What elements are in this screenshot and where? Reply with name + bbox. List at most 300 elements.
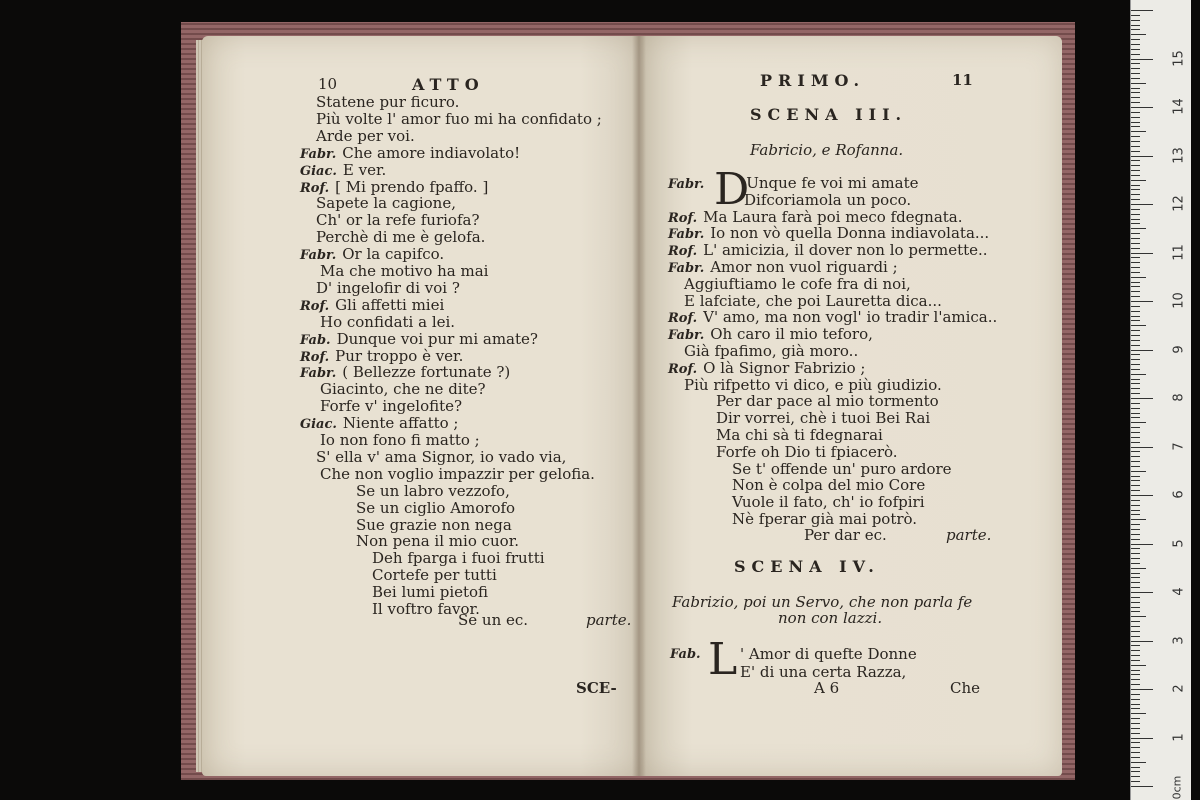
ruler-number: 11 (1171, 243, 1187, 261)
ruler-tick (1131, 350, 1153, 351)
dialogue-line (316, 94, 459, 111)
ruler-tick (1131, 112, 1140, 113)
ruler-tick (1131, 185, 1140, 186)
ruler-tick (1131, 272, 1140, 273)
ruler-tick (1131, 679, 1140, 680)
ruler-tick (1131, 369, 1140, 370)
ruler-tick (1131, 97, 1140, 98)
line-text: Ch' or la refe furiofa? (316, 211, 480, 230)
dialogue-line (732, 477, 925, 494)
ruler-tick (1131, 214, 1140, 215)
ruler-tick (1131, 359, 1140, 360)
line-text: Che non voglio impazzir per gelofia. (320, 464, 595, 483)
ruler-tick (1131, 15, 1140, 16)
speaker-label: Rof. (300, 298, 330, 314)
line-text: Dir vorrei, chè i tuoi Bei Rai (716, 409, 931, 428)
ruler-tick (1131, 587, 1140, 588)
ruler-tick (1131, 694, 1140, 695)
ruler-tick (1131, 228, 1146, 229)
speaker-label: Giac. (300, 163, 337, 179)
ruler-tick (1131, 189, 1140, 190)
ruler-tick (1131, 524, 1140, 525)
ruler-tick (1131, 442, 1140, 443)
ruler-tick (1131, 73, 1140, 74)
line-text: Ma chi sà ti fdegnarai (716, 426, 883, 444)
ruler-tick (1131, 781, 1140, 782)
dialogue-line (316, 229, 485, 246)
ruler-tick (1131, 621, 1140, 622)
ruler-number: 10 (1171, 292, 1187, 309)
dialogue-line (356, 517, 512, 534)
line-text: Vuole il fato, ch' io fofpiri (732, 493, 925, 512)
ruler-tick (1131, 645, 1140, 646)
ruler-number: 9 (1171, 344, 1187, 354)
line-text: Bei lumi pietofi (372, 583, 489, 602)
line-text: Cortefe per tutti (372, 566, 497, 585)
ruler-tick (1131, 437, 1140, 438)
ruler-tick (1131, 757, 1140, 758)
line-text: Ho confidati a lei. (320, 312, 456, 331)
ruler-tick (1131, 25, 1140, 26)
ruler-tick (1131, 345, 1140, 346)
line-text: Che amore indiavolato! (342, 143, 521, 162)
ruler-tick (1131, 665, 1146, 666)
ruler-tick (1131, 447, 1153, 448)
line-text: Sapete la cagione, (316, 194, 456, 213)
ruler-tick (1131, 194, 1140, 195)
ruler-unit: 0cm (1170, 775, 1184, 800)
ruler-tick (1131, 582, 1140, 583)
ruler-tick (1131, 233, 1140, 234)
dialogue-line (716, 427, 883, 444)
ruler-number: 7 (1171, 441, 1187, 451)
ruler-tick (1131, 514, 1140, 515)
ruler-tick (1131, 403, 1140, 404)
ruler-tick (1131, 558, 1140, 559)
line-text: Se un ciglio Amorofo (356, 498, 516, 517)
ruler-tick (1131, 10, 1153, 11)
ruler-tick (1131, 286, 1140, 287)
signature-mark: A 6 (814, 679, 840, 697)
line-text: Giacinto, che ne dite? (320, 380, 486, 399)
ruler-tick (1131, 160, 1140, 161)
ruler-tick (1131, 510, 1140, 511)
ruler-tick (1131, 63, 1140, 64)
ruler-tick (1131, 311, 1140, 312)
ruler-tick (1131, 383, 1140, 384)
ruler-tick (1131, 641, 1153, 642)
dialogue-line (320, 432, 480, 449)
speaker-label: Fabr. (668, 261, 705, 276)
ruler-tick (1131, 616, 1146, 617)
ruler-tick (1131, 199, 1140, 200)
ruler-tick (1131, 34, 1146, 35)
ruler-tick (1131, 519, 1146, 520)
line-text: Or la capifco. (342, 245, 445, 264)
ruler-tick (1131, 723, 1140, 724)
ruler-tick (1131, 776, 1140, 777)
line-text: Arde per voi. (316, 126, 415, 145)
ruler-tick (1131, 291, 1140, 292)
ruler-tick (1131, 243, 1140, 244)
line-text: Io non fono fi matto ; (320, 431, 480, 449)
ruler-number: 6 (1171, 490, 1187, 499)
dialogue-line (300, 145, 520, 163)
speaker-label: Giac. (300, 417, 337, 433)
line-text: Niente affatto ; (342, 414, 459, 433)
ruler-tick (1131, 151, 1140, 152)
ruler-tick (1131, 738, 1153, 739)
ruler-number: 15 (1171, 49, 1187, 67)
ruler-tick (1131, 607, 1140, 608)
scene3-drop-cap: D (714, 164, 750, 215)
ruler-tick (1131, 461, 1140, 462)
scene4-speaker: Fab. (670, 647, 701, 662)
speaker-label: Fabr. (668, 227, 705, 243)
line-text: Gli affetti miei (335, 295, 445, 314)
ruler-tick (1131, 316, 1140, 317)
ruler-tick (1131, 257, 1140, 258)
ruler-tick (1131, 708, 1140, 709)
ruler-number: 4 (1171, 587, 1187, 596)
ruler-tick (1131, 670, 1140, 671)
ruler-tick (1131, 49, 1140, 50)
line-text: Il voftro favor. (372, 600, 480, 618)
line-text: Io non vò quella Donna indiavolata... (710, 224, 990, 243)
ruler-tick (1131, 88, 1140, 89)
ruler-tick (1131, 611, 1140, 612)
ruler-tick (1131, 340, 1140, 341)
dialogue-line (732, 494, 925, 511)
ruler-tick (1131, 44, 1140, 45)
line-text: Se t' offende un' puro ardore (732, 459, 952, 478)
measuring-ruler (1130, 0, 1191, 800)
ruler-tick (1131, 713, 1146, 714)
ruler-tick (1131, 456, 1140, 457)
right-page-number: 11 (952, 71, 973, 89)
ruler-tick (1131, 354, 1140, 355)
ruler-tick (1131, 771, 1140, 772)
left-catchword: SCE- (576, 679, 617, 697)
ruler-tick (1131, 379, 1140, 380)
line-text: Se un labro vezzofo, (356, 481, 510, 500)
ruler-tick (1131, 563, 1140, 564)
ruler-tick (1131, 180, 1146, 181)
ruler-tick (1131, 54, 1140, 55)
dialogue-line (356, 483, 510, 500)
ruler-tick (1131, 388, 1140, 389)
scene4-characters-line1: Fabrizio, poi un Servo, che non parla fe (672, 593, 973, 611)
ruler-tick (1131, 417, 1140, 418)
ruler-tick (1131, 330, 1140, 331)
ruler-tick (1131, 752, 1140, 753)
dialogue-line (356, 500, 515, 517)
dialogue-line (716, 444, 898, 461)
speaker-label: Fabr. (300, 248, 337, 264)
ruler-tick (1131, 39, 1140, 40)
ruler-tick (1131, 767, 1140, 768)
dialogue-line (732, 461, 952, 478)
line-text: Nè fperar già mai potrò. (732, 510, 918, 528)
ruler-tick (1131, 471, 1146, 472)
ruler-tick (1131, 548, 1140, 549)
ruler-tick (1131, 146, 1140, 147)
scene3-exit-cue: Per dar ec. (804, 526, 887, 544)
line-text: V' amo, ma non vogl' io tradir l'amica.. (703, 308, 998, 327)
ruler-tick (1131, 204, 1153, 205)
ruler-tick (1131, 742, 1140, 743)
line-text: E lafciate, che poi Lauretta dica... (684, 291, 942, 310)
ruler-tick (1131, 573, 1140, 574)
ruler-tick (1131, 636, 1140, 637)
ruler-tick (1131, 529, 1140, 530)
ruler-tick (1131, 165, 1140, 166)
ruler-number: 13 (1171, 146, 1187, 164)
ruler-tick (1131, 500, 1140, 501)
speaker-label: Fabr. (300, 366, 337, 382)
dialogue-line (320, 381, 486, 398)
dialogue-line (320, 263, 488, 280)
left-exit-mark: parte. (586, 611, 632, 629)
ruler-tick (1131, 534, 1140, 535)
ruler-tick (1131, 364, 1140, 365)
dialogue-line (316, 128, 415, 145)
ruler-tick (1131, 282, 1140, 283)
ruler-tick (1131, 78, 1140, 79)
ruler-tick (1131, 650, 1140, 651)
ruler-tick (1131, 490, 1140, 491)
line-text: Oh caro il mio teforo, (710, 325, 873, 344)
speaker-label: Rof. (300, 349, 330, 365)
line-text: Per dar pace al mio tormento (716, 392, 939, 411)
ruler-tick (1131, 704, 1140, 705)
line-text: Forfe oh Dio ti fpiacerò. (716, 442, 898, 461)
right-catchword: Che (950, 679, 981, 697)
ruler-tick (1131, 102, 1140, 103)
ruler-tick (1131, 699, 1140, 700)
line-text: Difcoriamola un poco. (744, 190, 912, 209)
ruler-tick (1131, 747, 1140, 748)
ruler-tick (1131, 83, 1146, 84)
line-text: Non è colpa del mio Core (732, 476, 926, 495)
ruler-tick (1131, 602, 1140, 603)
ruler-tick (1131, 762, 1146, 763)
ruler-tick (1131, 306, 1140, 307)
line-text: Non pena il mio cuor. (356, 532, 520, 551)
line-text: Amor non vuol riguardi ; (710, 258, 898, 276)
line-text: Unque fe voi mi amate (746, 174, 919, 192)
ruler-tick (1131, 592, 1153, 593)
line-text: Più rifpetto vi dico, e più giudizio. (684, 375, 942, 394)
dialogue-line (372, 550, 545, 567)
dialogue-line (316, 111, 602, 128)
line-text: Pur troppo è ver. (335, 346, 464, 365)
ruler-tick (1131, 136, 1140, 137)
line-text: [ Mi prendo fpaffo. ] (335, 177, 489, 196)
scene3-exit-mark: parte. (946, 526, 992, 544)
ruler-tick (1131, 320, 1140, 321)
ruler-tick (1131, 422, 1146, 423)
ruler-tick (1131, 577, 1140, 578)
ruler-tick (1131, 544, 1153, 545)
ruler-tick (1131, 728, 1140, 729)
line-text: Sue grazie non nega (356, 515, 512, 534)
speaker-label: Rof. (668, 244, 698, 260)
ruler-tick (1131, 296, 1140, 297)
ruler-tick (1131, 476, 1140, 477)
ruler-tick (1131, 277, 1146, 278)
speaker-label: Fabr. (300, 146, 337, 162)
ruler-number: 12 (1171, 195, 1187, 212)
ruler-tick (1131, 413, 1140, 414)
left-running-head: ATTO (412, 75, 485, 94)
scene4-line: ' Amor di quefte Donne (740, 645, 917, 663)
line-text: Deh fparga i fuoi frutti (372, 549, 545, 568)
line-text: Ma che motivo ha mai (320, 262, 489, 280)
ruler-number: 1 (1171, 732, 1187, 742)
ruler-tick (1131, 786, 1153, 787)
ruler-tick (1131, 267, 1140, 268)
ruler-tick (1131, 122, 1140, 123)
line-text: D' ingelofir di voi ? (316, 278, 460, 297)
dialogue-line (320, 314, 455, 331)
speaker-label: Fabr. (668, 328, 705, 344)
line-text: Più volte l' amor fuo mi ha confidato ; (316, 109, 602, 128)
ruler-tick (1131, 480, 1140, 481)
ruler-tick (1131, 29, 1140, 30)
ruler-tick (1131, 374, 1146, 375)
ruler-tick (1131, 117, 1140, 118)
ruler-tick (1131, 718, 1140, 719)
ruler-tick (1131, 398, 1153, 399)
scene3-title: SCENA III. (750, 105, 908, 124)
line-text: S' ella v' ama Signor, io vado via, (316, 447, 567, 466)
scene4-characters-line2: non con lazzi. (778, 609, 883, 627)
speaker-label: Rof. (300, 180, 330, 196)
ruler-tick (1131, 131, 1146, 132)
dialogue-line (320, 398, 462, 415)
ruler-tick (1131, 674, 1140, 675)
ruler-tick (1131, 451, 1140, 452)
ruler-tick (1131, 597, 1140, 598)
scene4-title: SCENA IV. (734, 557, 880, 576)
left-exit-cue: Se un ec. (458, 611, 529, 629)
ruler-tick (1131, 68, 1140, 69)
ruler-tick (1131, 301, 1153, 302)
dialogue-line (316, 280, 460, 297)
ruler-tick (1131, 660, 1140, 661)
ruler-tick (1131, 733, 1140, 734)
scene3-characters: Fabricio, e Rofanna. (750, 141, 904, 159)
dialogue-line (684, 343, 858, 360)
ruler-tick (1131, 325, 1146, 326)
line-text: E ver. (342, 160, 387, 179)
ruler-number: 14 (1171, 98, 1187, 115)
dialogue-line (744, 192, 911, 209)
ruler-number: 2 (1171, 684, 1187, 693)
ruler-tick (1131, 20, 1140, 21)
dialogue-line (716, 393, 939, 410)
ruler-tick (1131, 92, 1140, 93)
ruler-tick (1131, 107, 1153, 108)
ruler-tick (1131, 238, 1140, 239)
speaker-label: Rof. (668, 361, 698, 377)
line-text: O là Signor Fabrizio ; (703, 358, 866, 377)
ruler-tick (1131, 655, 1140, 656)
dialogue-line (316, 449, 566, 466)
ruler-tick (1131, 170, 1140, 171)
ruler-tick (1131, 141, 1140, 142)
ruler-tick (1131, 175, 1140, 176)
ruler-tick (1131, 539, 1140, 540)
line-text: Aggiuftiamo le cofe fra di noi, (684, 274, 911, 293)
ruler-tick (1131, 126, 1140, 127)
line-text: L' amicizia, il dover non lo permette.. (703, 241, 988, 260)
line-text: Già fpafimo, già moro.. (684, 342, 859, 360)
ruler-tick (1131, 393, 1140, 394)
dialogue-line (372, 567, 497, 584)
ruler-tick (1131, 466, 1140, 467)
ruler-tick (1131, 223, 1140, 224)
line-text: Forfe v' ingelofite? (320, 397, 463, 416)
ruler-tick (1131, 156, 1153, 157)
ruler-tick (1131, 631, 1140, 632)
left-page-number: 10 (318, 75, 338, 93)
ruler-tick (1131, 427, 1140, 428)
ruler-tick (1131, 505, 1140, 506)
dialogue-line (356, 533, 519, 550)
speaker-label: Fab. (300, 332, 331, 348)
ruler-tick (1131, 432, 1140, 433)
dialogue-line (684, 377, 942, 394)
speaker-label: Rof. (668, 311, 698, 327)
dialogue-line (716, 410, 930, 427)
ruler-tick (1131, 568, 1146, 569)
ruler-tick (1131, 248, 1140, 249)
ruler-tick (1131, 253, 1153, 254)
ruler-number: 8 (1171, 393, 1187, 402)
dialogue-line (316, 195, 456, 212)
dialogue-line (316, 212, 480, 229)
book-gutter (632, 36, 646, 776)
ruler-tick (1131, 219, 1140, 220)
line-text: Dunque voi pur mi amate? (336, 329, 538, 348)
scene4-line: E' di una certa Razza, (740, 663, 907, 681)
ruler-number: 5 (1171, 538, 1187, 548)
dialogue-line (320, 466, 595, 483)
line-text: Ma Laura farà poi meco fdegnata. (703, 207, 963, 226)
ruler-tick (1131, 262, 1140, 263)
dialogue-line (684, 293, 942, 310)
right-running-head: PRIMO. (760, 71, 866, 90)
ruler-tick (1131, 408, 1140, 409)
line-text: ( Bellezze fortunate ?) (342, 363, 511, 382)
ruler-tick (1131, 209, 1140, 210)
scene4-drop-cap: L (708, 634, 738, 685)
ruler-number: 3 (1171, 635, 1187, 645)
ruler-tick (1131, 553, 1140, 554)
dialogue-line (684, 276, 911, 293)
ruler-tick (1131, 335, 1140, 336)
ruler-tick (1131, 684, 1140, 685)
ruler-tick (1131, 689, 1153, 690)
speaker-label: Fabr. (668, 177, 705, 192)
ruler-tick (1131, 59, 1153, 60)
ruler-tick (1131, 626, 1140, 627)
line-text: Perchè di me è gelofa. (316, 228, 486, 247)
dialogue-line (372, 584, 488, 601)
speaker-label: Rof. (668, 210, 698, 226)
